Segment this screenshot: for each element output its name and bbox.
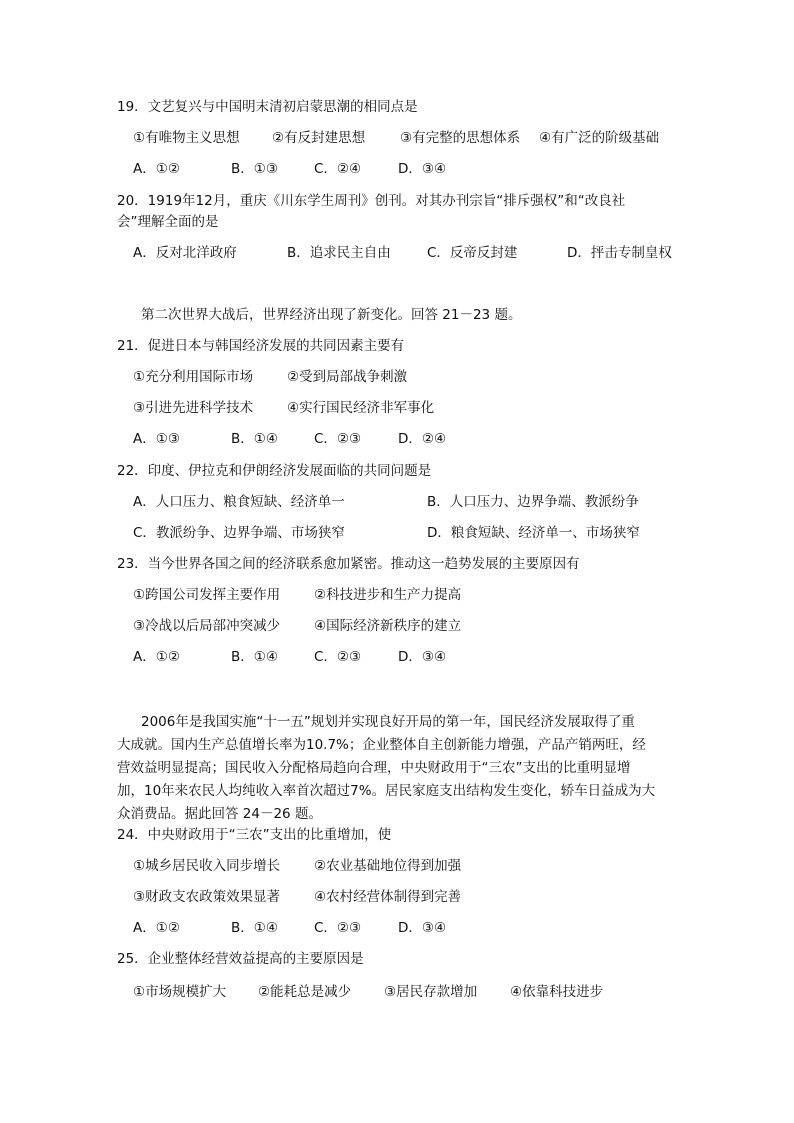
q22-choice-a: A．人口压力、粮食短缺、经济单一 — [133, 494, 345, 510]
q24-item-3: ③财政支农政策效果显著 — [133, 889, 281, 905]
q21-choice-a: A．①③ — [133, 431, 180, 447]
q22-choice-c: C．教派纷争、边界争端、市场狭窄 — [133, 525, 345, 541]
q24-choice-b: B．①④ — [231, 920, 278, 936]
q23-item-3: ③冷战以后局部冲突减少 — [133, 618, 281, 634]
intro-21-23: 第二次世界大战后，世界经济出现了新变化。回答 21－23 题。 — [141, 307, 522, 323]
q23-stem: 23．当今世界各国之间的经济联系愈加紧密。推动这一趋势发展的主要原因有 — [117, 556, 580, 572]
q23-item-1: ①跨国公司发挥主要作用 — [133, 587, 281, 603]
q21-item-4: ④实行国民经济非军事化 — [287, 400, 435, 416]
q24-stem: 24．中央财政用于“三农”支出的比重增加，使 — [117, 827, 392, 843]
q24-item-4: ④农村经营体制得到完善 — [314, 889, 462, 905]
q23-item-4: ④国际经济新秩序的建立 — [314, 618, 462, 634]
q23-item-2: ②科技进步和生产力提高 — [314, 587, 462, 603]
q19-choice-d: D．③④ — [398, 161, 447, 177]
q22-choice-b: B．人口压力、边界争端、教派纷争 — [427, 494, 639, 510]
q21-choice-c: C．②③ — [314, 431, 362, 447]
q20-choice-c: C．反帝反封建 — [427, 245, 518, 261]
q19-item-2: ②有反封建思想 — [272, 130, 366, 146]
q24-item-1: ①城乡居民收入同步增长 — [133, 858, 281, 874]
q21-choice-d: D．②④ — [398, 431, 447, 447]
q22-choice-d: D．粮食短缺、经济单一、市场狭窄 — [427, 525, 640, 541]
q19-item-1: ①有唯物主义思想 — [133, 130, 240, 146]
q23-choice-b: B．①④ — [231, 649, 278, 665]
intro-24-26-line5: 众消费品。据此回答 24－26 题。 — [117, 806, 322, 822]
q21-item-2: ②受到局部战争刺激 — [287, 369, 408, 385]
intro-24-26-line3: 营效益明显提高；国民收入分配格局趋向合理，中央财政用于“三农”支出的比重明显增 — [117, 760, 631, 776]
q19-item-4: ④有广泛的阶级基础 — [539, 130, 660, 146]
q25-item-3: ③居民存款增加 — [384, 984, 478, 1000]
q22-stem: 22．印度、伊拉克和伊朗经济发展面临的共同问题是 — [117, 463, 432, 479]
q24-choice-c: C．②③ — [314, 920, 362, 936]
q24-choice-a: A．①② — [133, 920, 180, 936]
q23-choice-c: C．②③ — [314, 649, 362, 665]
q21-choice-b: B．①④ — [231, 431, 278, 447]
q21-stem: 21．促进日本与韩国经济发展的共同因素主要有 — [117, 338, 405, 354]
q24-item-2: ②农业基础地位得到加强 — [314, 858, 462, 874]
q25-stem: 25．企业整体经营效益提高的主要原因是 — [117, 951, 364, 967]
q19-choice-c: C．②④ — [314, 161, 362, 177]
q20-choice-a: A．反对北洋政府 — [133, 245, 237, 261]
intro-24-26-line4: 加，10年来农民人均纯收入率首次超过7%。居民家庭支出结构发生变化，轿车日益成为大 — [117, 783, 656, 799]
q25-item-1: ①市场规模扩大 — [133, 984, 227, 1000]
q19-choice-a: A．①② — [133, 161, 180, 177]
q21-item-1: ①充分利用国际市场 — [133, 369, 254, 385]
q21-item-3: ③引进先进科学技术 — [133, 400, 254, 416]
q19-stem: 19．文艺复兴与中国明末清初启蒙思潮的相同点是 — [117, 99, 418, 115]
intro-24-26-line1: 2006年是我国实施“十一五”规划并实现良好开局的第一年，国民经济发展取得了重 — [141, 714, 635, 730]
q20-stem-line2: 会”理解全面的是 — [117, 214, 219, 230]
q20-stem-line1: 20．1919年12月，重庆《川东学生周刊》创刊。对其办刊宗旨“排斥强权”和“改良社 — [117, 193, 626, 209]
q23-choice-a: A．①② — [133, 649, 180, 665]
q19-item-3: ③有完整的思想体系 — [400, 130, 521, 146]
q23-choice-d: D．③④ — [398, 649, 447, 665]
q25-item-2: ②能耗总是减少 — [258, 984, 352, 1000]
q19-choice-b: B．①③ — [231, 161, 278, 177]
q20-choice-b: B．追求民主自由 — [287, 245, 391, 261]
intro-24-26-line2: 大成就。国内生产总值增长率为10.7%；企业整体自主创新能力增强，产品产销两旺，经 — [117, 737, 646, 753]
q24-choice-d: D．③④ — [398, 920, 447, 936]
q25-item-4: ④依靠科技进步 — [510, 984, 604, 1000]
q20-choice-d: D．抨击专制皇权 — [567, 245, 672, 261]
